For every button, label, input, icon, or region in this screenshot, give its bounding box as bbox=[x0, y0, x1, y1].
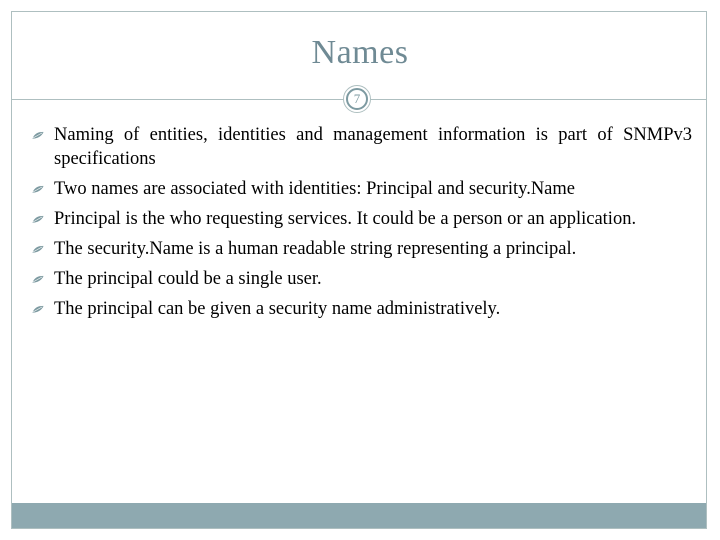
footer-bar bbox=[12, 503, 706, 528]
leaf-bullet-icon bbox=[32, 275, 44, 284]
bullet-text: The principal can be given a security name administratively. bbox=[54, 299, 501, 319]
bullet-text: Principal is the who requesting services. It could be a person or an application. bbox=[54, 209, 637, 229]
page-number: 7 bbox=[346, 88, 368, 110]
slide bbox=[11, 11, 707, 529]
list-item bbox=[20, 123, 692, 171]
list-item bbox=[20, 237, 692, 261]
leaf-bullet-icon bbox=[32, 215, 44, 224]
bullet-list bbox=[20, 123, 692, 327]
bullet-text: The principal could be a single user. bbox=[54, 269, 322, 289]
bullet-text: Two names are associated with identities: Principal and security.Name bbox=[54, 179, 575, 199]
list-item bbox=[20, 177, 692, 201]
list-item bbox=[20, 297, 692, 321]
leaf-bullet-icon bbox=[32, 245, 44, 254]
bullet-text: Naming of entities, identities and management information is part of SNMPv3 specifications bbox=[54, 125, 692, 169]
leaf-bullet-icon bbox=[32, 185, 44, 194]
slide-title: Names bbox=[311, 34, 409, 71]
bullet-text: The security.Name is a human readable string representing a principal. bbox=[54, 239, 577, 259]
leaf-bullet-icon bbox=[32, 131, 44, 140]
leaf-bullet-icon bbox=[32, 305, 44, 314]
list-item bbox=[20, 267, 692, 291]
list-item bbox=[20, 207, 692, 231]
